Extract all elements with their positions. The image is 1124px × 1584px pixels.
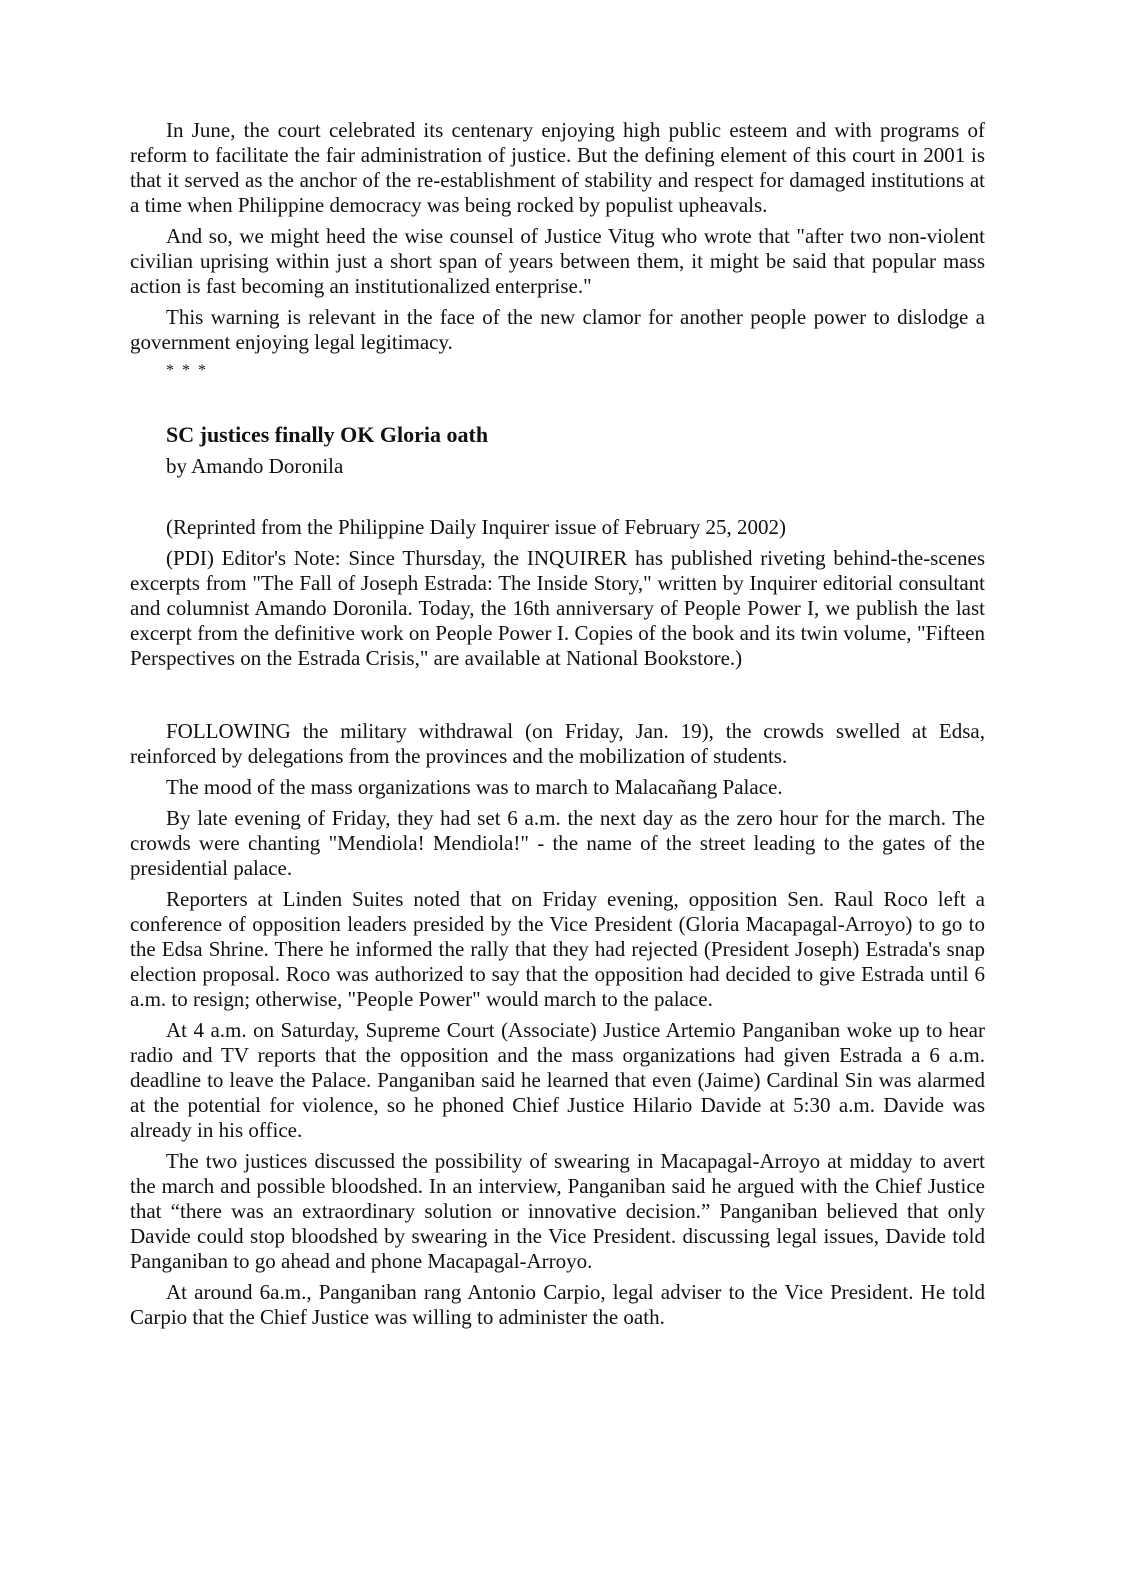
intro-paragraph-2: And so, we might heed the wise counsel of Justice Vitug who wrote that "after two non-violent civilian uprising within just a short span of years between them, it might be said that popular mass action is fast becoming an institutionalized enterprise." <box>130 224 985 298</box>
spacer <box>130 677 985 719</box>
reprint-note: (Reprinted from the Philippine Daily Inquirer issue of February 25, 2002) <box>166 515 786 539</box>
intro-paragraph-1: In June, the court celebrated its centenary enjoying high public esteem and with programs of reform to facilitate the fair administration of justice. But the defining element of this court in 2001 is that it served as the anchor of the re-establishment of stability and respect for damaged institutions at a time when Philippine democracy was being rocked by populist upheavals. <box>130 118 985 217</box>
body-paragraph-3: By late evening of Friday, they had set 6 a.m. the next day as the zero hour for the march. The crowds were chanting "Mendiola! Mendiola!" - the name of the street leading to the gates of the presidential palace. <box>130 806 985 880</box>
body-paragraph-5: At 4 a.m. on Saturday, Supreme Court (Associate) Justice Artemio Panganiban woke up to hear radio and TV reports that the opposition and the mass organizations had given Estrada a 6 a.m. deadline to leave the Palace. Panganiban said he learned that even (Jaime) Cardinal Sin was alarmed at the potential for violence, so he phoned Chief Justice Hilario Davide at 5:30 a.m. Davide was already in his office. <box>130 1018 985 1142</box>
editors-note: (PDI) Editor's Note: Since Thursday, the INQUIRER has published riveting behind-the-scenes excerpts from "The Fall of Joseph Estrada: The Inside Story," written by Inquirer editorial consultant and columnist Amando Doronila. Today, the 16th anniversary of People Power I, we publish the last excerpt from the definitive work on People Power I. Copies of the book and its twin volume, "Fifteen Perspectives on the Estrada Crisis," are available at National Bookstore.) <box>130 546 985 670</box>
article-headline: SC justices finally OK Gloria oath <box>166 422 489 447</box>
body-paragraph-2: The mood of the mass organizations was to march to Malacañang Palace. <box>166 775 783 799</box>
spacer <box>130 381 985 421</box>
body-paragraph-7: At around 6a.m., Panganiban rang Antonio Carpio, legal adviser to the Vice President. He told Carpio that the Chief Justice was willing to administer the oath. <box>130 1280 985 1329</box>
intro-paragraph-3: This warning is relevant in the face of the new clamor for another people power to dislodge a government enjoying legal legitimacy. <box>130 305 985 354</box>
document-page <box>130 118 985 1336</box>
section-separator: * * * <box>166 362 208 379</box>
body-paragraph-6: The two justices discussed the possibility of swearing in Macapagal-Arroyo at midday to avert the march and possible bloodshed. In an interview, Panganiban said he argued with the Chief Justice that “there was an extraordinary solution or innovative decision.” Panganiban believed that only Davide could stop bloodshed by swearing in the Vice President. discussing legal issues, Davide told Panganiban to go ahead and phone Macapagal-Arroyo. <box>130 1149 985 1273</box>
body-paragraph-1: FOLLOWING the military withdrawal (on Friday, Jan. 19), the crowds swelled at Edsa, reinforced by delegations from the provinces and the mobilization of students. <box>130 719 985 768</box>
body-paragraph-4: Reporters at Linden Suites noted that on Friday evening, opposition Sen. Raul Roco left a conference of opposition leaders presided by the Vice President (Gloria Macapagal-Arroyo) to go to the Edsa Shrine. There he informed the rally that they had rejected (President Joseph) Estrada's snap election proposal. Roco was authorized to say that the opposition had decided to give Estrada until 6 a.m. to resign; otherwise, "People Power" would march to the palace. <box>130 887 985 1011</box>
article-byline: by Amando Doronila <box>166 454 344 478</box>
spacer <box>130 479 985 515</box>
